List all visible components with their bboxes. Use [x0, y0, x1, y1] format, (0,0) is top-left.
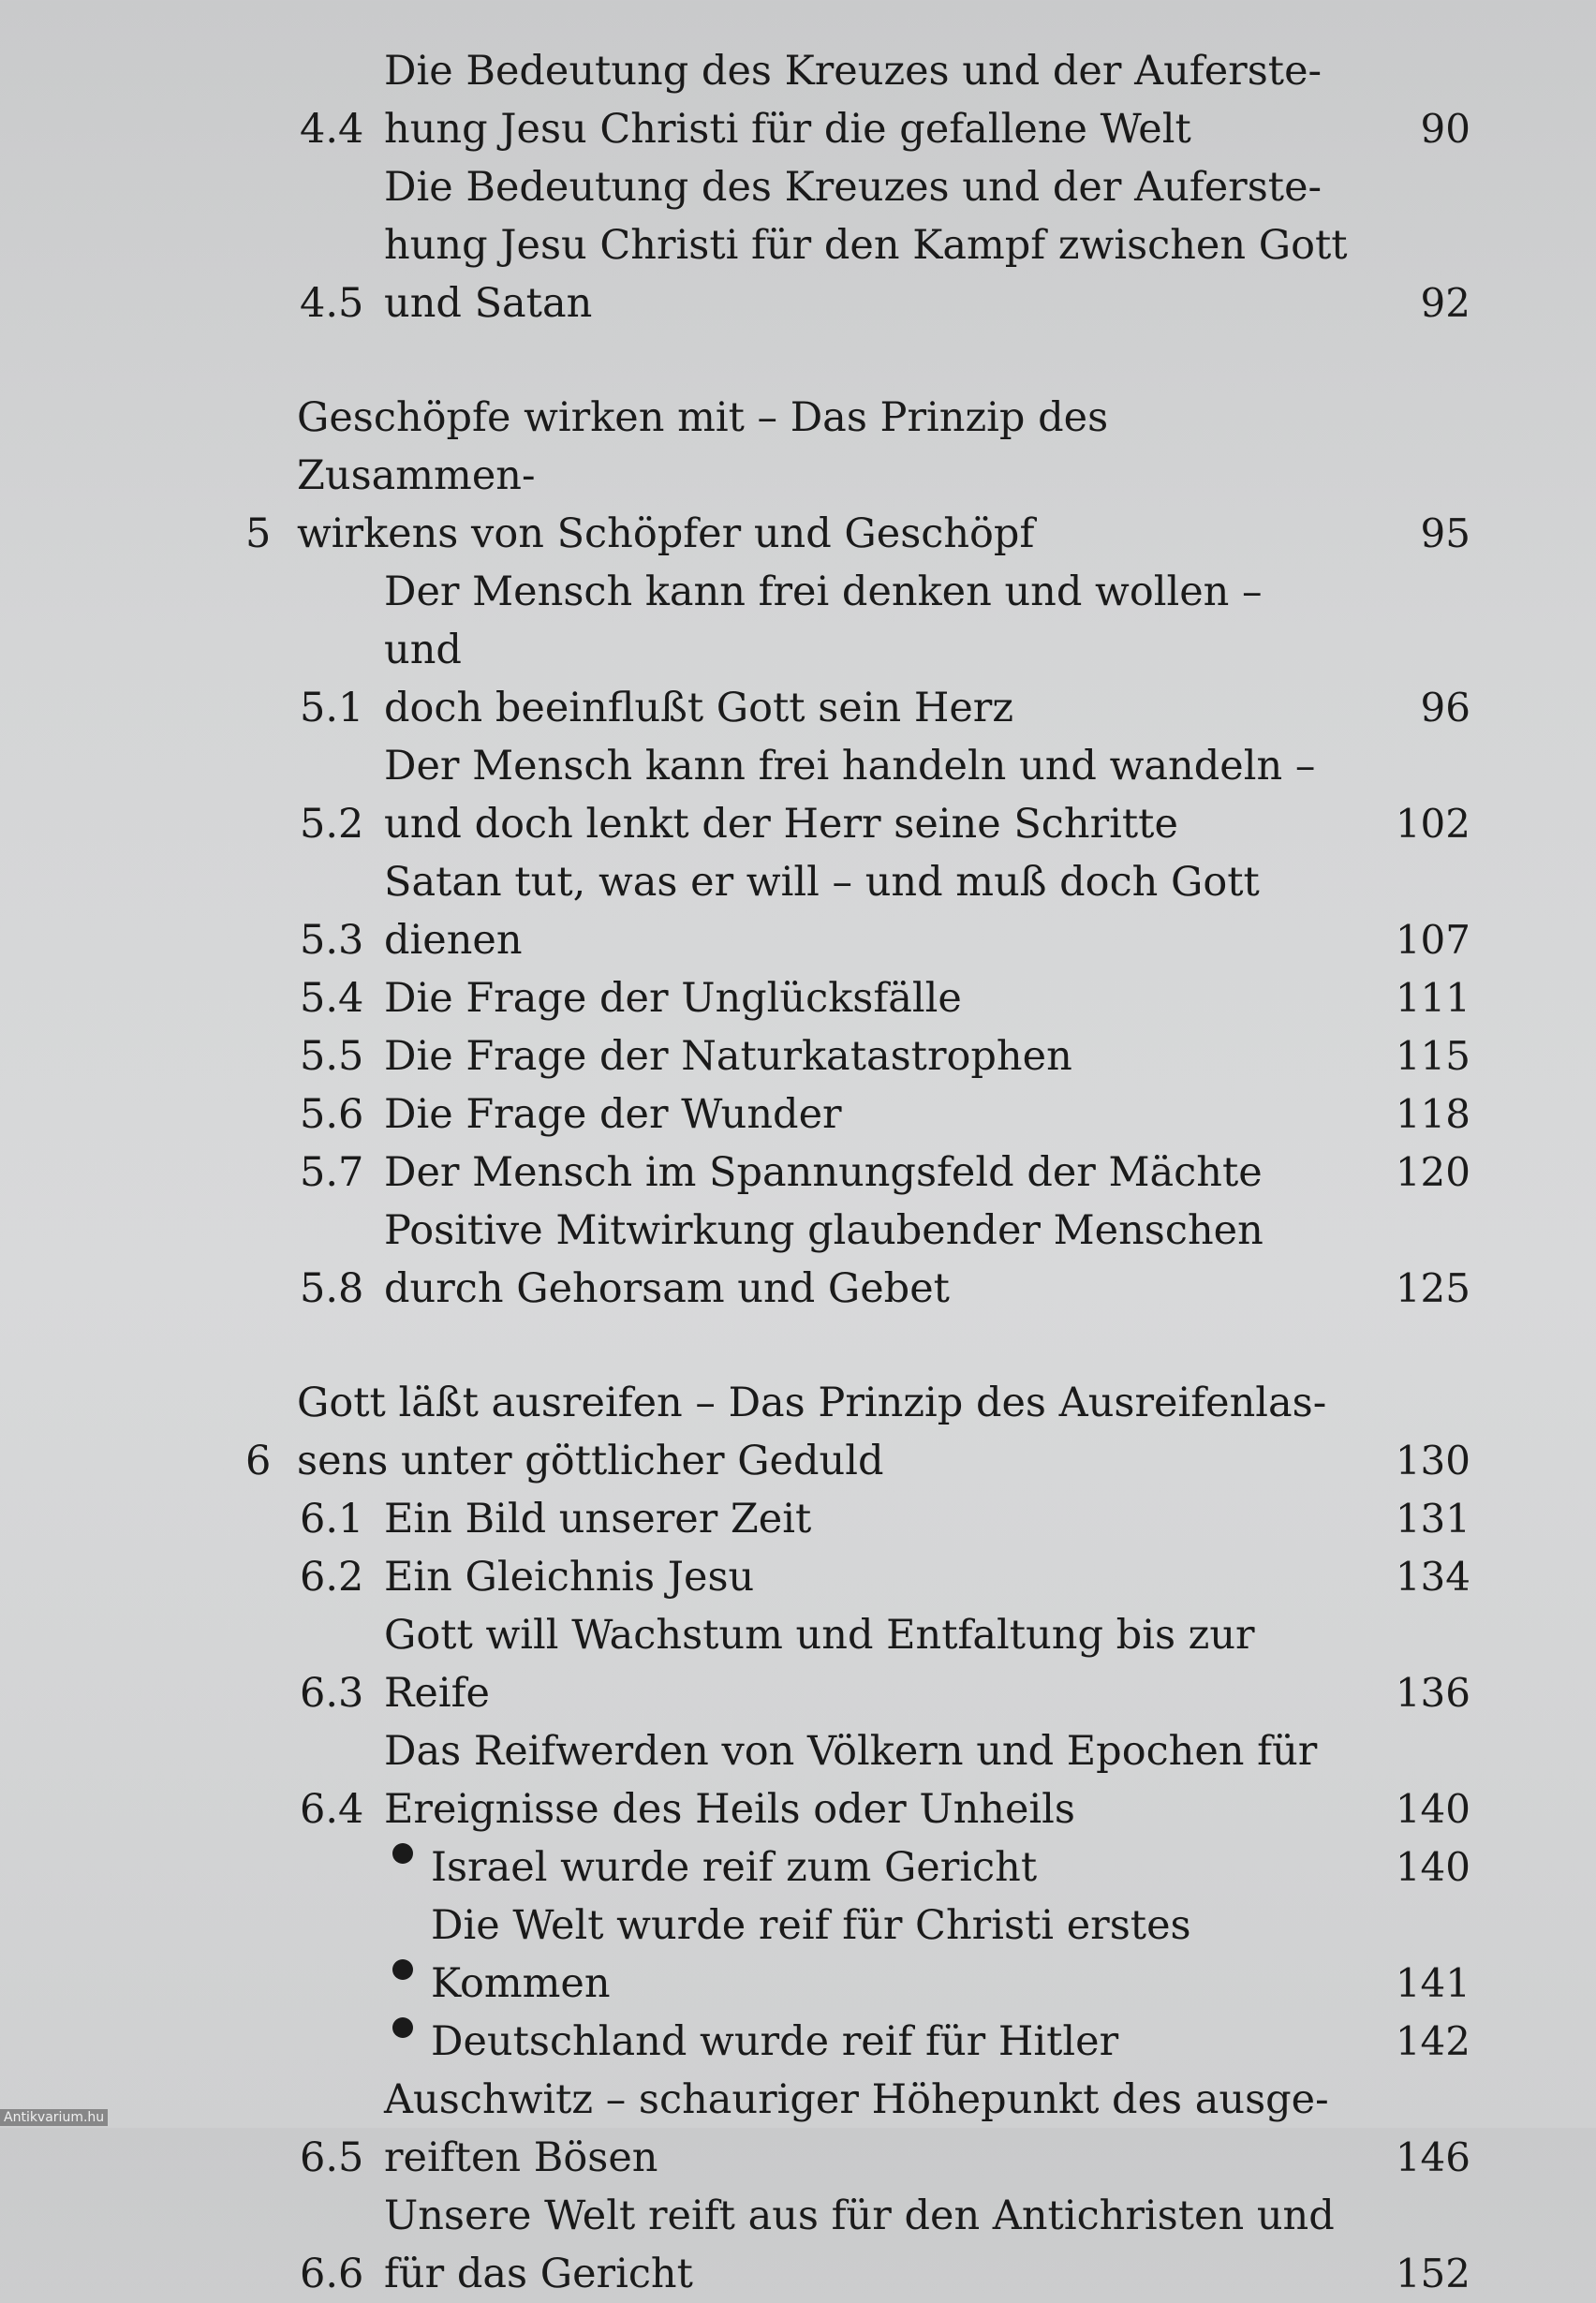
- toc-section-entry: [234, 1606, 1470, 1722]
- toc-entry-number: 5.2: [300, 801, 364, 848]
- toc-entry-page-number: 152: [1395, 2251, 1470, 2296]
- toc-entry-title: Die Frage der Unglücksfälle: [384, 975, 962, 1022]
- toc-section-entry: [234, 737, 1470, 853]
- toc-section-entry: [234, 969, 1470, 1027]
- bullet-icon: [234, 2013, 431, 2071]
- table-of-contents: [234, 42, 1470, 2303]
- toc-entry-page-number: 142: [1395, 2018, 1470, 2064]
- toc-entry-number: 6.3: [300, 1670, 364, 1717]
- toc-entry-number: 5.3: [300, 917, 364, 964]
- toc-section-entry: [234, 1027, 1470, 1085]
- toc-entry-number: 6.1: [300, 1496, 364, 1543]
- toc-entry-title: Satan tut, was er will – und muß doch Gott dienen: [384, 859, 1260, 964]
- toc-section-entry: [234, 1722, 1470, 1838]
- toc-entry-title: Unsere Welt reift aus für den Antichristen und für das Gericht: [384, 2192, 1335, 2297]
- toc-bullet-entry: [234, 2013, 1470, 2071]
- toc-entry-page-number: 111: [1395, 975, 1470, 1021]
- toc-entry-page-number: 118: [1395, 1091, 1470, 1137]
- toc-section-entry: [234, 2187, 1470, 2303]
- toc-entry-title: Der Mensch im Spannungsfeld der Mächte: [384, 1149, 1263, 1196]
- toc-entry-page-number: 125: [1395, 1265, 1470, 1311]
- toc-section-entry: [234, 1144, 1470, 1202]
- toc-section-entry: [234, 563, 1470, 737]
- toc-entry-number: 5.4: [300, 975, 364, 1022]
- toc-entry-page-number: 136: [1395, 1670, 1470, 1716]
- toc-entry-number: 5.7: [300, 1149, 364, 1196]
- toc-entry-title: Positive Mitwirkung glaubender Menschen durch Gehorsam und Gebet: [384, 1207, 1264, 1312]
- toc-entry-number: 6.5: [300, 2134, 364, 2181]
- toc-entry-number: 5.1: [300, 685, 364, 731]
- toc-entry-page-number: 107: [1395, 917, 1470, 963]
- toc-entry-number: 6.6: [300, 2251, 364, 2297]
- toc-entry-title: Der Mensch kann frei denken und wollen – und doch beeinflußt Gott sein Herz: [384, 568, 1263, 731]
- toc-bullet-entry: [234, 1838, 1470, 1897]
- toc-entry-page-number: 130: [1395, 1438, 1470, 1484]
- toc-entry-page-number: 141: [1395, 1960, 1470, 2006]
- toc-entry-title: Deutschland wurde reif für Hitler: [431, 2018, 1119, 2065]
- bullet-dot-icon: [392, 1959, 413, 1980]
- toc-entry-title: Gott will Wachstum und Entfaltung bis zur Reife: [384, 1612, 1255, 1717]
- toc-entry-title: Die Bedeutung des Kreuzes und der Auferste- hung Jesu Christi für die gefallene Welt: [384, 48, 1323, 153]
- toc-entry-page-number: 92: [1420, 280, 1470, 326]
- toc-entry-number: 6.2: [300, 1554, 364, 1601]
- watermark: Antikvarium.hu: [0, 2109, 108, 2126]
- toc-entry-page-number: 134: [1395, 1554, 1470, 1600]
- toc-section-entry: [234, 42, 1470, 158]
- toc-entry-page-number: 102: [1395, 801, 1470, 847]
- bullet-dot-icon: [392, 2017, 413, 2038]
- toc-entry-number: 5.8: [300, 1265, 364, 1312]
- toc-entry-page-number: 90: [1420, 106, 1470, 152]
- toc-entry-title: Der Mensch kann frei handeln und wandeln – und doch lenkt der Herr seine Schritte: [384, 743, 1316, 848]
- toc-section-entry: [234, 1202, 1470, 1318]
- toc-chapter-entry: [234, 389, 1470, 563]
- toc-entry-number: 5: [245, 510, 272, 557]
- toc-entry-number: 5.5: [300, 1033, 364, 1080]
- toc-entry-title: Die Welt wurde reif für Christi erstes Kommen: [431, 1902, 1191, 2007]
- toc-entry-title: Ein Bild unserer Zeit: [384, 1496, 812, 1543]
- toc-entry-page-number: 146: [1395, 2134, 1470, 2180]
- toc-section-entry: [234, 2071, 1470, 2187]
- toc-entry-title: Die Frage der Wunder: [384, 1091, 842, 1138]
- toc-bullet-entry: [234, 1897, 1470, 2013]
- bullet-dot-icon: [392, 1843, 413, 1864]
- toc-chapter-entry: [234, 1374, 1470, 1490]
- toc-entry-title: Die Frage der Naturkatastrophen: [384, 1033, 1072, 1080]
- toc-section-entry: [234, 1490, 1470, 1548]
- toc-entry-number: 6.4: [300, 1786, 364, 1833]
- toc-entry-number: 5.6: [300, 1091, 364, 1138]
- toc-entry-page-number: 95: [1420, 510, 1470, 556]
- toc-entry-number: 6: [245, 1438, 272, 1484]
- toc-entry-title: Die Bedeutung des Kreuzes und der Auferste- hung Jesu Christi für den Kampf zwischen Gott und Satan: [384, 164, 1348, 327]
- toc-entry-number: 4.4: [300, 106, 364, 153]
- toc-entry-page-number: 96: [1420, 685, 1470, 731]
- toc-entry-title: Auschwitz – schauriger Höhepunkt des ausge- reiften Bösen: [384, 2076, 1329, 2181]
- toc-entry-title: Das Reifwerden von Völkern und Epochen für Ereignisse des Heils oder Unheils: [384, 1728, 1318, 1833]
- toc-section-entry: [234, 158, 1470, 332]
- toc-entry-page-number: 140: [1395, 1844, 1470, 1890]
- toc-entry-page-number: 140: [1395, 1786, 1470, 1832]
- toc-entry-title: Ein Gleichnis Jesu: [384, 1554, 755, 1601]
- toc-section-entry: [234, 1548, 1470, 1606]
- toc-section-entry: [234, 1085, 1470, 1144]
- toc-entry-title: Geschöpfe wirken mit – Das Prinzip des Zusammen- wirkens von Schöpfer und Geschöpf: [297, 394, 1109, 557]
- toc-entry-page-number: 120: [1395, 1149, 1470, 1195]
- toc-entry-number: 4.5: [300, 280, 364, 327]
- toc-entry-page-number: 131: [1395, 1496, 1470, 1542]
- toc-entry-title: Gott läßt ausreifen – Das Prinzip des Ausreifenlas- sens unter göttlicher Geduld: [297, 1380, 1327, 1484]
- toc-section-entry: [234, 853, 1470, 969]
- toc-entry-title: Israel wurde reif zum Gericht: [431, 1844, 1038, 1891]
- bullet-icon: [234, 1838, 431, 1897]
- bullet-icon: [234, 1955, 431, 2013]
- toc-entry-page-number: 115: [1395, 1033, 1470, 1079]
